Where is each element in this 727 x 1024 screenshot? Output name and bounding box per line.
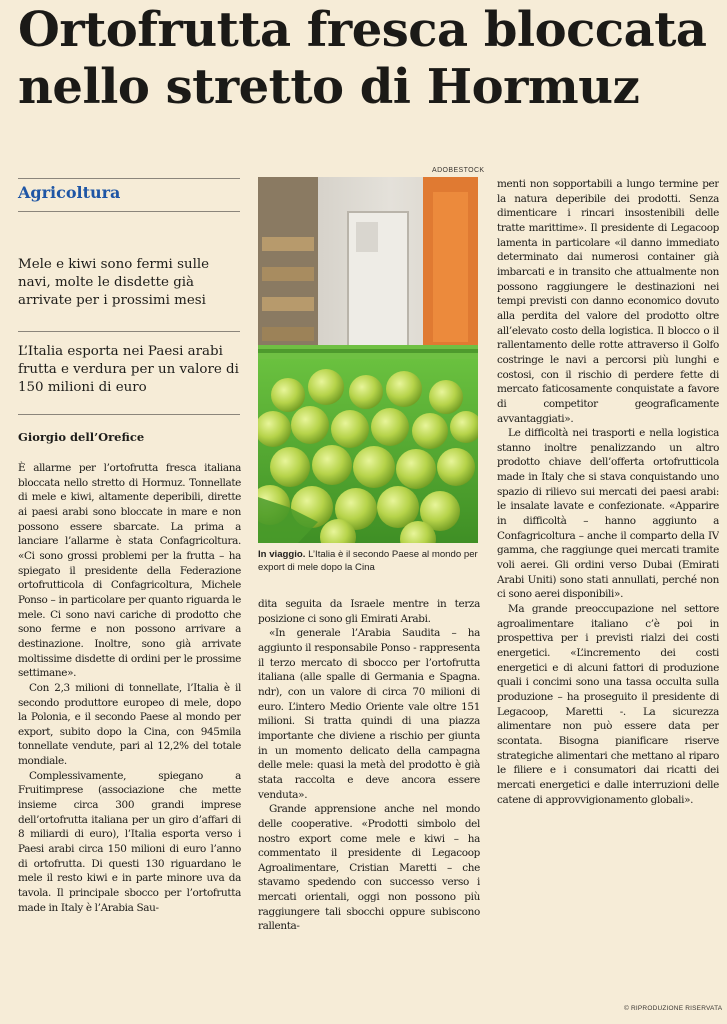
deck-subtitle-2: L’Italia esporta nei Paesi arabi frutta e verdura per un valore di 150 milioni di euro [18, 344, 239, 395]
caption-lead: In viaggio. [258, 549, 306, 560]
headline-line-1: Ortofrutta fresca bloccata [18, 2, 707, 58]
article-photo [258, 177, 478, 543]
divider [18, 331, 240, 332]
article-column-2 [258, 597, 480, 1017]
paragraph: menti non sopportabili a lungo termine per la natura deperibile dei prodotti. Senza dimenticare i rincari insostenibili delle tratte marittime». Il presidente di Legacoop lamenta in particolare «il danno immediato determinato dai numerosi container già imbarcati e in transito che attualmente non possono raggiungere le destinazioni nei tempi previsti con danno economico dovuto alla perdita del valore del prodotto oltre all’elevato costo della logistica. Il blocco o il rallentamento delle rotte attraverso il Golfo costringe le navi a percorsi più lunghi e costosi, con il rischio di perdere fette di mercato faticosamente conquistate a favore di competitor geograficamente avvantaggiati». [497, 178, 719, 425]
divider [18, 211, 240, 212]
divider [18, 178, 240, 179]
paragraph: Grande apprensione anche nel mondo delle cooperative. «Prodotti simbolo del nostro export come mele e kiwi – ha commentato il presidente di Legacoop Agroalimentare, Cristian Maretti – che stavamo spedendo con successo verso i mercati orientali, oggi non possono più raggiungere tali sbocchi oppure subiscono rallenta- [258, 803, 480, 933]
byline: Giorgio dell’Orefice [18, 430, 145, 444]
paragraph: È allarme per l’ortofrutta fresca italiana bloccata nello stretto di Hormuz. Tonnellate di mele e kiwi, altamente deperibili, dirette ai paesi arabi sono bloccate in mare e non possono essere sbarcate. La prima a lanciare l’allarme è stata Confagricoltura. «Ci sono grossi problemi per la frutta – ha spiegato il presidente della Federazione ortofrutticola di Confagricoltura, Michele Ponso – in particolare per quanto riguarda le mele. Ci sono navi cariche di prodotto che sono ferme e non possono arrivare a destinazione. Inoltre, sono già arrivate moltissime disdette di ordini per le prossime settimane». [18, 462, 241, 680]
paragraph: Ma grande preoccupazione nel settore agroalimentare italiano c’è poi in prospettiva per i previsti rialzi dei costi energetici. «L’incremento dei costi energetici e di alcuni fattori di produzione quali i concimi sono una tassa occulta sulla produzione – ha proseguito il presidente di Legacoop, Maretti -. La sicurezza alimentare non può essere data per scontata. Bisogna pianificare riserve strategiche alimentari che mettano al riparo le filiere e i consumatori dai ricatti dei mercati energetici e dalle interruzioni delle catene di approvvigionamento globali». [497, 603, 719, 806]
paragraph: Con 2,3 milioni di tonnellate, l’Italia è il secondo produttore europeo di mele, dopo la Polonia, e il secondo Paese al mondo per export, subito dopo la Cina, con 945mila tonnellate vendute, pari al 12,2% del totale mondiale. [18, 681, 241, 768]
paragraph: Complessivamente, spiegano a Fruitimprese (associazione che mette insieme circa 300 grandi imprese dell’ortofrutta italiana per un giro d’affari di 8 miliardi di euro), l’Italia esporta verso i Paesi arabi circa 150 milioni di euro l’anno di ortofrutta. Di questi 130 riguardano le mele il resto kiwi e in parte minore uva da tavola. Il principale sbocco per l’ortofrutta made in Italy è l’Arabia Sau- [18, 769, 241, 914]
copyright-notice: © RIPRODUZIONE RISERVATA [624, 1005, 723, 1012]
headline [18, 2, 718, 116]
paragraph: Le difficoltà nei trasporti e nella logistica stanno inoltre penalizzando un altro prodotto chiave dell’offerta ortofrutticola made in Italy che si stava conquistando uno spazio di rilievo sui mercati dei paesi arabi: le insalate lavate e confezionate. «Apparire in difficoltà – hanno aggiunto a Confagricoltura – anche il comparto della IV gamma, che raggiunge quei mercati tramite voli aerei. Gli ordini verso Dubai (Emirati Arabi Uniti) sono stati annullati, perché non ci sono aerei disponibili». [497, 427, 719, 601]
paragraph: dita seguita da Israele mentre in terza posizione ci sono gli Emirati Arabi. [258, 598, 480, 625]
apple-crate-image [258, 177, 478, 543]
deck-subtitle-1: Mele e kiwi sono fermi sulle navi, molte le disdette già arrivate per i prossimi mesi [18, 257, 210, 308]
photo-caption [258, 548, 483, 575]
caption-text: L’Italia è il secondo Paese al mondo per export di mele dopo la Cina [258, 549, 478, 574]
divider [18, 414, 240, 415]
headline-line-2: nello stretto di Hormuz [18, 59, 640, 115]
paragraph: «In generale l’Arabia Saudita – ha aggiunto il responsabile Ponso - rappresenta il terzo mercato di sbocco per l’ortofrutta italiana (alle spalle di Germania e Spagna. ndr), con un valore di circa 70 milioni di euro. L’intero Medio Oriente vale oltre 151 milioni. Si tratta quindi di una piazza importante che diviene a rischio per giunta in un momento delicato della campagna delle mele: quasi la metà del prodotto è già stata raccolta e deve ancora essere venduta». [258, 627, 480, 801]
article-column-3 [497, 177, 719, 1005]
section-label: Agricoltura [18, 183, 121, 202]
photo-credit: ADOBESTOCK [432, 167, 485, 174]
article-column-1 [18, 461, 241, 1015]
